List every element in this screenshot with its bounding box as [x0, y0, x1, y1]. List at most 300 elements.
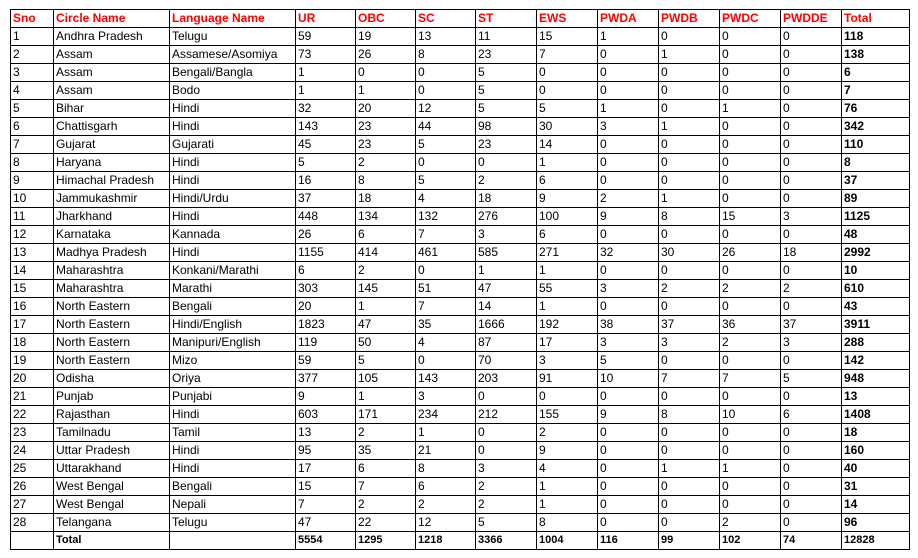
cell-pwda: 1: [598, 28, 659, 46]
cell-sno: 5: [11, 100, 54, 118]
cell-language-name: Bengali: [170, 478, 296, 496]
cell-st: 5: [476, 100, 537, 118]
cell-language-name: Kannada: [170, 226, 296, 244]
table-row: [11, 280, 910, 298]
cell-pwdc: 2: [720, 334, 781, 352]
cell-pwdb: 0: [659, 424, 720, 442]
cell-total: 2992: [842, 244, 910, 262]
cell-ur: 13: [296, 424, 356, 442]
cell-language-name: Telugu: [170, 28, 296, 46]
cell-pwda: 2: [598, 190, 659, 208]
cell-sno: 22: [11, 406, 54, 424]
cell-ur: 37: [296, 190, 356, 208]
cell-pwdde: 18: [781, 244, 842, 262]
cell-sno: 6: [11, 118, 54, 136]
cell-sc: 461: [416, 244, 476, 262]
cell-obc: 171: [356, 406, 416, 424]
cell-pwdde: 0: [781, 514, 842, 532]
cell-obc: 35: [356, 442, 416, 460]
cell-pwda: 0: [598, 136, 659, 154]
cell-ews: 9: [537, 442, 598, 460]
cell-ur: 32: [296, 100, 356, 118]
table-row: [11, 496, 910, 514]
cell-pwdde: 0: [781, 352, 842, 370]
cell-circle-name: Punjab: [54, 388, 170, 406]
cell-sno: 28: [11, 514, 54, 532]
cell-ur: 9: [296, 388, 356, 406]
cell-obc: 134: [356, 208, 416, 226]
cell-pwda: 0: [598, 262, 659, 280]
cell-ur: 1: [296, 64, 356, 82]
cell-total: 10: [842, 262, 910, 280]
cell-language-name: Punjabi: [170, 388, 296, 406]
cell-pwdc: 26: [720, 244, 781, 262]
column-header-ews: EWS: [537, 10, 598, 28]
cell-sno: 12: [11, 226, 54, 244]
cell-ur: 95: [296, 442, 356, 460]
cell-total: 110: [842, 136, 910, 154]
cell-st: 18: [476, 190, 537, 208]
cell-ur: 6: [296, 262, 356, 280]
table-row: [11, 190, 910, 208]
cell-total: 118: [842, 28, 910, 46]
cell-st: 0: [476, 388, 537, 406]
cell-st: 2: [476, 478, 537, 496]
cell-language-name: Marathi: [170, 280, 296, 298]
cell-total: 342: [842, 118, 910, 136]
column-header-pwda: PWDA: [598, 10, 659, 28]
cell-st: 1666: [476, 316, 537, 334]
cell-language-name: Hindi: [170, 244, 296, 262]
cell-ews: 0: [537, 64, 598, 82]
cell-sc: 35: [416, 316, 476, 334]
cell-ur: 1823: [296, 316, 356, 334]
cell-total: 1125: [842, 208, 910, 226]
cell-circle-name: Uttar Pradesh: [54, 442, 170, 460]
cell-pwdc: 0: [720, 28, 781, 46]
cell-ur: 59: [296, 352, 356, 370]
cell-pwda: 0: [598, 298, 659, 316]
cell-sno: 16: [11, 298, 54, 316]
cell-pwdc: 0: [720, 262, 781, 280]
table-row: [11, 82, 910, 100]
total-cell-total: 12828: [842, 532, 910, 550]
cell-st: 14: [476, 298, 537, 316]
cell-sno: 19: [11, 352, 54, 370]
cell-st: 2: [476, 496, 537, 514]
cell-st: 3: [476, 460, 537, 478]
cell-pwda: 0: [598, 424, 659, 442]
cell-circle-name: Jharkhand: [54, 208, 170, 226]
cell-sc: 3: [416, 388, 476, 406]
cell-ur: 16: [296, 172, 356, 190]
cell-pwdde: 0: [781, 424, 842, 442]
cell-ur: 17: [296, 460, 356, 478]
cell-sc: 12: [416, 514, 476, 532]
cell-pwdb: 0: [659, 226, 720, 244]
column-header-total: Total: [842, 10, 910, 28]
cell-circle-name: Andhra Pradesh: [54, 28, 170, 46]
cell-ur: 59: [296, 28, 356, 46]
cell-ews: 271: [537, 244, 598, 262]
column-header-pwdc: PWDC: [720, 10, 781, 28]
cell-total: 7: [842, 82, 910, 100]
cell-circle-name: Odisha: [54, 370, 170, 388]
cell-circle-name: Uttarakhand: [54, 460, 170, 478]
table-row: [11, 226, 910, 244]
cell-pwda: 9: [598, 406, 659, 424]
cell-ews: 9: [537, 190, 598, 208]
cell-pwda: 0: [598, 460, 659, 478]
cell-total: 948: [842, 370, 910, 388]
cell-language-name: Bengali/Bangla: [170, 64, 296, 82]
cell-st: 0: [476, 154, 537, 172]
cell-pwdb: 2: [659, 280, 720, 298]
cell-circle-name: West Bengal: [54, 496, 170, 514]
cell-language-name: Mizo: [170, 352, 296, 370]
cell-pwdc: 0: [720, 388, 781, 406]
cell-ur: 47: [296, 514, 356, 532]
cell-sc: 5: [416, 172, 476, 190]
cell-total: 40: [842, 460, 910, 478]
cell-pwdb: 8: [659, 406, 720, 424]
cell-pwdde: 0: [781, 154, 842, 172]
total-cell-pwdb: 99: [659, 532, 720, 550]
cell-sno: 9: [11, 172, 54, 190]
cell-pwdb: 0: [659, 298, 720, 316]
cell-pwdb: 7: [659, 370, 720, 388]
cell-circle-name: Himachal Pradesh: [54, 172, 170, 190]
cell-obc: 2: [356, 262, 416, 280]
cell-ews: 5: [537, 100, 598, 118]
cell-pwda: 0: [598, 478, 659, 496]
cell-pwdde: 0: [781, 136, 842, 154]
cell-ews: 7: [537, 46, 598, 64]
cell-sno: 25: [11, 460, 54, 478]
cell-ur: 7: [296, 496, 356, 514]
cell-obc: 23: [356, 136, 416, 154]
cell-pwdde: 0: [781, 100, 842, 118]
cell-ews: 30: [537, 118, 598, 136]
cell-total: 610: [842, 280, 910, 298]
cell-pwda: 38: [598, 316, 659, 334]
cell-language-name: Bodo: [170, 82, 296, 100]
table-row: [11, 388, 910, 406]
cell-st: 87: [476, 334, 537, 352]
cell-circle-name: Gujarat: [54, 136, 170, 154]
cell-total: 18: [842, 424, 910, 442]
cell-ews: 0: [537, 388, 598, 406]
vacancy-table: [10, 9, 910, 550]
cell-pwdb: 0: [659, 442, 720, 460]
table-row: [11, 442, 910, 460]
cell-pwdb: 0: [659, 388, 720, 406]
cell-ews: 0: [537, 82, 598, 100]
cell-circle-name: Maharashtra: [54, 262, 170, 280]
cell-ews: 192: [537, 316, 598, 334]
cell-pwdb: 0: [659, 100, 720, 118]
table-row: [11, 28, 910, 46]
cell-pwdde: 0: [781, 118, 842, 136]
cell-sno: 17: [11, 316, 54, 334]
table-row: [11, 406, 910, 424]
cell-obc: 26: [356, 46, 416, 64]
table-row: [11, 298, 910, 316]
cell-circle-name: Assam: [54, 64, 170, 82]
cell-pwdde: 0: [781, 28, 842, 46]
cell-pwda: 0: [598, 496, 659, 514]
cell-sno: 7: [11, 136, 54, 154]
cell-pwda: 10: [598, 370, 659, 388]
cell-pwdc: 2: [720, 514, 781, 532]
cell-circle-name: North Eastern: [54, 316, 170, 334]
cell-obc: 7: [356, 478, 416, 496]
cell-sno: 23: [11, 424, 54, 442]
cell-pwda: 0: [598, 226, 659, 244]
cell-language-name: Hindi: [170, 118, 296, 136]
cell-st: 98: [476, 118, 537, 136]
cell-pwdc: 0: [720, 442, 781, 460]
cell-pwdb: 0: [659, 478, 720, 496]
cell-ews: 1: [537, 298, 598, 316]
cell-pwdde: 5: [781, 370, 842, 388]
cell-language-name: Konkani/Marathi: [170, 262, 296, 280]
cell-pwdb: 30: [659, 244, 720, 262]
cell-sno: 11: [11, 208, 54, 226]
cell-obc: 2: [356, 496, 416, 514]
cell-language-name: Hindi: [170, 460, 296, 478]
cell-sc: 5: [416, 136, 476, 154]
cell-sc: 21: [416, 442, 476, 460]
cell-obc: 0: [356, 64, 416, 82]
cell-ews: 15: [537, 28, 598, 46]
table-row: [11, 136, 910, 154]
cell-st: 70: [476, 352, 537, 370]
cell-pwdc: 0: [720, 118, 781, 136]
cell-pwdc: 10: [720, 406, 781, 424]
column-header-pwdb: PWDB: [659, 10, 720, 28]
table-row: [11, 316, 910, 334]
cell-ews: 3: [537, 352, 598, 370]
cell-ews: 155: [537, 406, 598, 424]
cell-pwdde: 0: [781, 262, 842, 280]
cell-total: 96: [842, 514, 910, 532]
cell-st: 5: [476, 514, 537, 532]
cell-sc: 8: [416, 460, 476, 478]
cell-pwdde: 2: [781, 280, 842, 298]
cell-obc: 1: [356, 82, 416, 100]
cell-pwda: 0: [598, 442, 659, 460]
cell-total: 3911: [842, 316, 910, 334]
cell-pwdde: 6: [781, 406, 842, 424]
cell-total: 37: [842, 172, 910, 190]
cell-st: 0: [476, 442, 537, 460]
cell-st: 1: [476, 262, 537, 280]
cell-pwdb: 0: [659, 64, 720, 82]
cell-obc: 50: [356, 334, 416, 352]
cell-pwda: 5: [598, 352, 659, 370]
cell-sno: 13: [11, 244, 54, 262]
cell-pwdb: 0: [659, 28, 720, 46]
cell-sno: 18: [11, 334, 54, 352]
table-row: [11, 334, 910, 352]
table-row: [11, 352, 910, 370]
cell-circle-name: Rajasthan: [54, 406, 170, 424]
cell-pwdde: 0: [781, 190, 842, 208]
cell-pwdde: 0: [781, 82, 842, 100]
cell-sno: 21: [11, 388, 54, 406]
cell-st: 0: [476, 424, 537, 442]
cell-pwdc: 0: [720, 82, 781, 100]
cell-total: 1408: [842, 406, 910, 424]
cell-ur: 448: [296, 208, 356, 226]
cell-ur: 45: [296, 136, 356, 154]
column-header-pwdde: PWDDE: [781, 10, 842, 28]
cell-pwdb: 1: [659, 460, 720, 478]
cell-obc: 20: [356, 100, 416, 118]
total-cell-ews: 1004: [537, 532, 598, 550]
total-cell-st: 3366: [476, 532, 537, 550]
cell-obc: 22: [356, 514, 416, 532]
cell-obc: 8: [356, 172, 416, 190]
table-row: [11, 154, 910, 172]
cell-circle-name: North Eastern: [54, 352, 170, 370]
cell-sc: 0: [416, 82, 476, 100]
cell-sno: 1: [11, 28, 54, 46]
cell-circle-name: Bihar: [54, 100, 170, 118]
column-header-ur: UR: [296, 10, 356, 28]
cell-pwda: 32: [598, 244, 659, 262]
cell-total: 138: [842, 46, 910, 64]
table-header-row: [11, 10, 910, 28]
cell-obc: 23: [356, 118, 416, 136]
cell-st: 23: [476, 46, 537, 64]
cell-circle-name: Maharashtra: [54, 280, 170, 298]
table-row: [11, 46, 910, 64]
cell-pwdc: 0: [720, 496, 781, 514]
total-cell-pwda: 116: [598, 532, 659, 550]
cell-circle-name: North Eastern: [54, 334, 170, 352]
cell-pwdde: 0: [781, 388, 842, 406]
cell-pwdb: 8: [659, 208, 720, 226]
cell-pwdc: 0: [720, 46, 781, 64]
cell-pwdb: 0: [659, 496, 720, 514]
cell-st: 585: [476, 244, 537, 262]
cell-ews: 6: [537, 172, 598, 190]
cell-circle-name: Haryana: [54, 154, 170, 172]
cell-language-name: Oriya: [170, 370, 296, 388]
cell-total: 160: [842, 442, 910, 460]
cell-sc: 132: [416, 208, 476, 226]
cell-language-name: Bengali: [170, 298, 296, 316]
cell-circle-name: Assam: [54, 82, 170, 100]
cell-ews: 55: [537, 280, 598, 298]
total-cell-sno: [11, 532, 54, 550]
cell-total: 76: [842, 100, 910, 118]
cell-pwdc: 36: [720, 316, 781, 334]
cell-ews: 4: [537, 460, 598, 478]
cell-total: 288: [842, 334, 910, 352]
cell-sno: 2: [11, 46, 54, 64]
cell-sc: 51: [416, 280, 476, 298]
cell-pwdb: 3: [659, 334, 720, 352]
cell-ur: 1155: [296, 244, 356, 262]
cell-pwdde: 3: [781, 208, 842, 226]
cell-pwda: 0: [598, 172, 659, 190]
cell-ur: 377: [296, 370, 356, 388]
cell-language-name: Manipuri/English: [170, 334, 296, 352]
cell-pwdb: 37: [659, 316, 720, 334]
cell-st: 47: [476, 280, 537, 298]
cell-ur: 143: [296, 118, 356, 136]
cell-pwdb: 0: [659, 82, 720, 100]
table-row: [11, 118, 910, 136]
cell-ews: 1: [537, 478, 598, 496]
column-header-language-name: Language Name: [170, 10, 296, 28]
cell-sno: 15: [11, 280, 54, 298]
cell-sc: 7: [416, 226, 476, 244]
cell-pwdb: 0: [659, 514, 720, 532]
cell-pwdb: 0: [659, 172, 720, 190]
cell-total: 43: [842, 298, 910, 316]
table-row: [11, 172, 910, 190]
cell-obc: 6: [356, 226, 416, 244]
cell-pwdc: 0: [720, 172, 781, 190]
cell-pwdde: 0: [781, 478, 842, 496]
table-row: [11, 424, 910, 442]
cell-ews: 1: [537, 496, 598, 514]
cell-ur: 73: [296, 46, 356, 64]
cell-language-name: Hindi: [170, 406, 296, 424]
cell-st: 203: [476, 370, 537, 388]
cell-language-name: Hindi/Urdu: [170, 190, 296, 208]
cell-obc: 1: [356, 298, 416, 316]
cell-obc: 105: [356, 370, 416, 388]
cell-ur: 303: [296, 280, 356, 298]
cell-language-name: Tamil: [170, 424, 296, 442]
total-cell-pwdde: 74: [781, 532, 842, 550]
cell-obc: 5: [356, 352, 416, 370]
cell-ews: 100: [537, 208, 598, 226]
cell-pwda: 0: [598, 514, 659, 532]
cell-pwdc: 0: [720, 352, 781, 370]
cell-obc: 47: [356, 316, 416, 334]
cell-pwdb: 0: [659, 154, 720, 172]
cell-language-name: Hindi: [170, 442, 296, 460]
cell-sno: 20: [11, 370, 54, 388]
cell-ur: 1: [296, 82, 356, 100]
cell-language-name: Hindi: [170, 100, 296, 118]
table-row: [11, 460, 910, 478]
cell-st: 3: [476, 226, 537, 244]
cell-pwdde: 0: [781, 64, 842, 82]
cell-st: 11: [476, 28, 537, 46]
cell-total: 31: [842, 478, 910, 496]
cell-circle-name: Karnataka: [54, 226, 170, 244]
cell-total: 8: [842, 154, 910, 172]
cell-language-name: Hindi: [170, 154, 296, 172]
cell-st: 212: [476, 406, 537, 424]
cell-ews: 17: [537, 334, 598, 352]
cell-sc: 234: [416, 406, 476, 424]
cell-sno: 4: [11, 82, 54, 100]
cell-pwdde: 0: [781, 172, 842, 190]
cell-language-name: Hindi/English: [170, 316, 296, 334]
cell-obc: 2: [356, 424, 416, 442]
cell-total: 89: [842, 190, 910, 208]
cell-ews: 1: [537, 262, 598, 280]
cell-sno: 10: [11, 190, 54, 208]
